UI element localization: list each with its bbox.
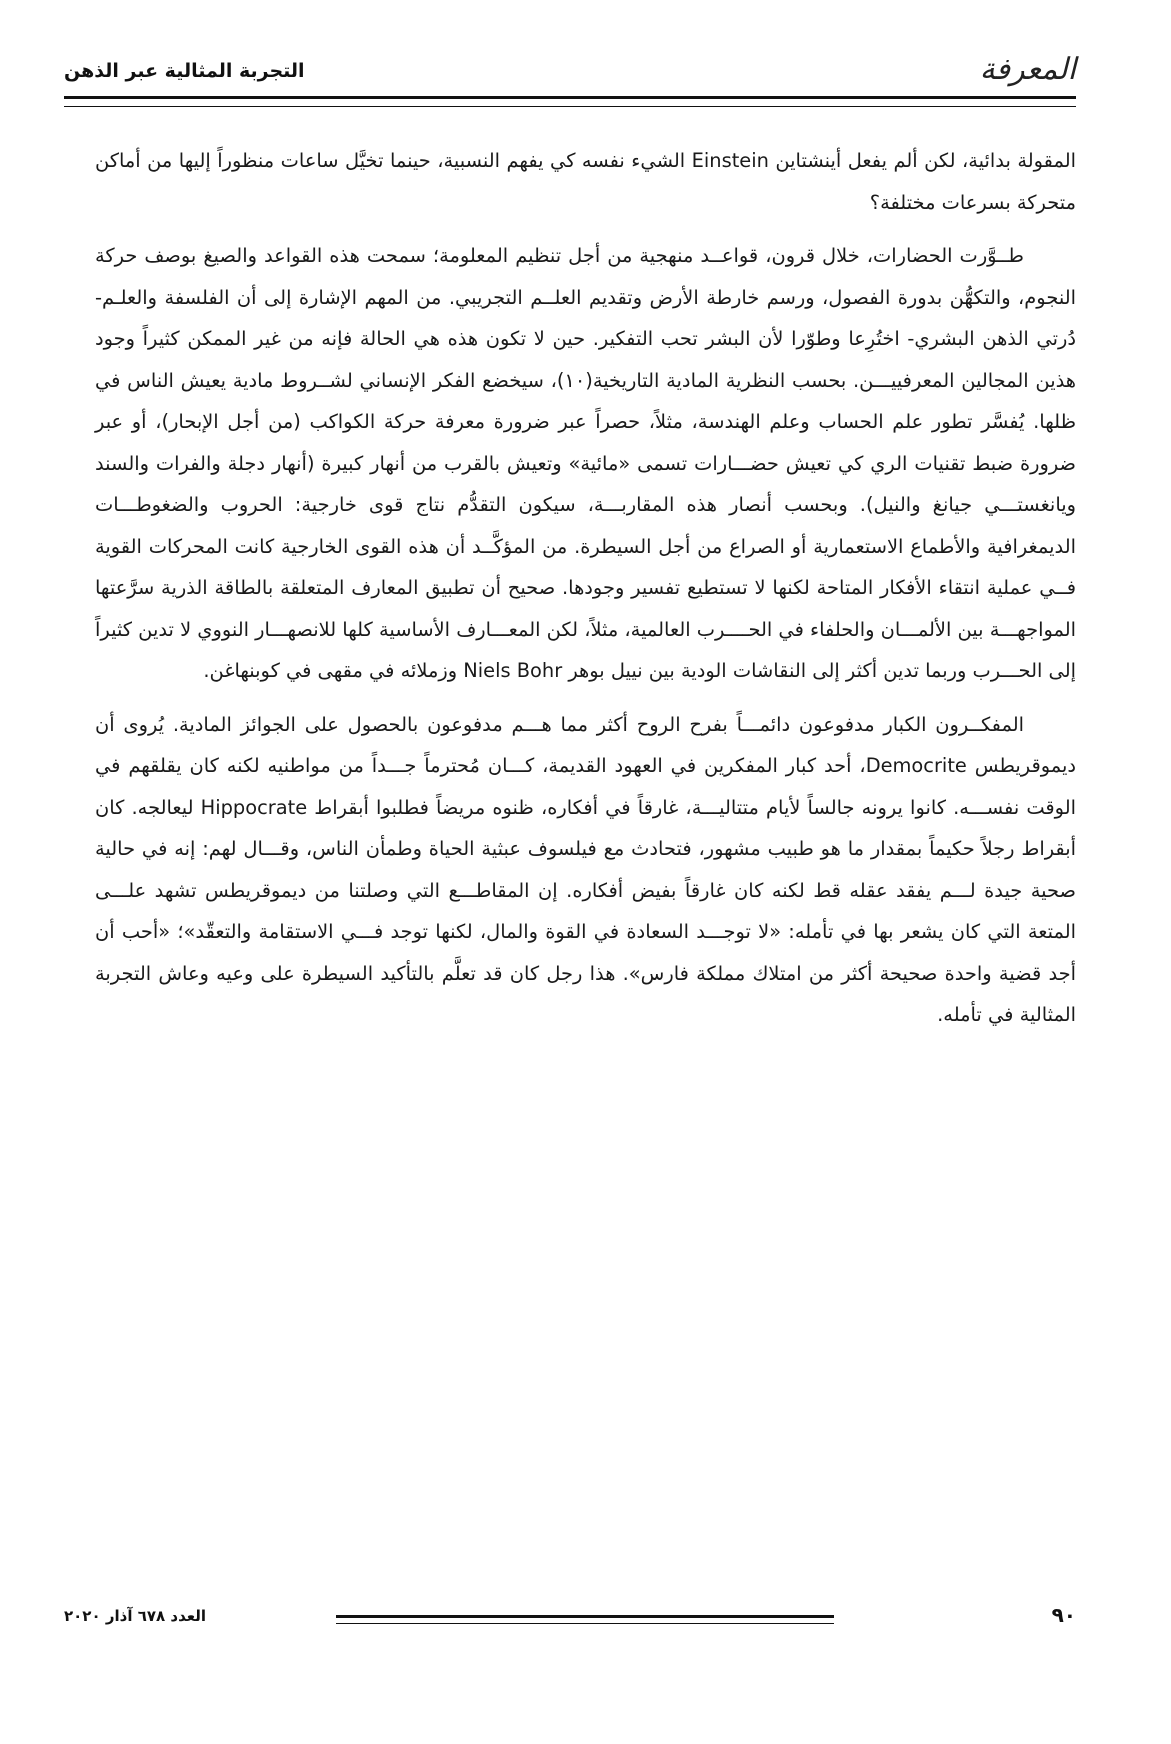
page-number: ٩٠	[1051, 1603, 1076, 1627]
article-body	[95, 140, 1076, 1048]
paragraph-2: طــوَّرت الحضارات، خلال قرون، قواعــد منهجية من أجل تنظيم المعلومة؛ سمحت هذه القواعد والصيغ بوصف حركة النجوم، والتكهُّن بدورة الفصول، ورسم خارطة الأرض وتقديم العلــم التجريبي. من المهم الإشارة إلى أن الفلسفة والعلـم- دُرتي الذهن البشري- اختُرِعا وطوّرا لأن البشر تحب التفكير. حين لا تكون هذه هي الحالة فإنه من غير الممكن كثيراً وجود هذين المجالين المعرفييـــن. بحسب النظرية المادية التاريخية(١٠)، سيخضع الفكر الإنساني لشــروط مادية يعيش الناس في ظلها. يُفسَّر تطور علم الحساب وعلم الهندسة، مثلاً، حصراً عبر ضرورة معرفة حركة الكواكب (من أجل الإبحار)، أو عبر ضرورة ضبط تقنيات الري كي تعيش حضـــارات تسمى «مائية» وتعيش بالقرب من أنهار كبيرة (أنهار دجلة والفرات والسند ويانغستـــي جيانغ والنيل). وبحسب أنصار هذه المقاربـــة، سيكون التقدُّم نتاج قوى خارجية: الحروب والضغوطـــات الديمغرافية والأطماع الاستعمارية أو الصراع من أجل السيطرة. من المؤكَّــد أن هذه القوى الخارجية كانت المحركات القوية فــي عملية انتقاء الأفكار المتاحة لكنها لا تستطيع تفسير وجودها. صحيح أن تطبيق المعارف المتعلقة بالطاقة الذرية سرَّعتها المواجهـــة بين الألمـــان والحلفاء في الحــــرب العالمية، مثلاً، لكن المعـــارف الأساسية كلها للانصهـــار النووي لا تدين كثيراً إلى الحـــرب وربما تدين أكثر إلى النقاشات الودية بين نييل بوهر Niels Bohr وزملائه في مقهى في كوبنهاغن.	[95, 244, 1076, 682]
page-footer	[64, 1605, 1076, 1635]
issue-info: العدد ٦٧٨ آذار ٢٠٢٠	[64, 1607, 206, 1625]
paragraph-1: المقولة بدائية، لكن ألم يفعل أينشتاين Einstein الشيء نفسه كي يفهم النسبية، حينما تخيَّل ساعات منظوراً إليها من أماكن متحركة بسرعات مختلفة؟	[95, 149, 1076, 214]
magazine-logo: المعرفة	[979, 52, 1076, 87]
running-title: التجربة المثالية عبر الذهن	[64, 60, 305, 82]
footer-divider	[336, 1615, 834, 1624]
page-header	[64, 40, 1076, 100]
paragraph-3: المفكــرون الكبار مدفوعون دائمـــاً بفرح الروح أكثر مما هـــم مدفوعون بالحصول على الجوائز المادية. يُروى أن ديموقريطس Democrite، أحد كبار المفكرين في العهود القديمة، كـــان مُحترماً جـــداً من مواطنيه لكنه كان يقلقهم في الوقت نفســـه. كانوا يرونه جالساً لأيام متتاليـــة، غارقاً في أفكاره، ظنوه مريضاً فطلبوا أبقراط Hippocrate ليعالجه. كان أبقراط رجلاً حكيماً بمقدار ما هو طبيب مشهور، فتحادث مع فيلسوف عبثية الحياة وطمأن الناس، وقـــال لهم: إنه في حالية صحية جيدة لـــم يفقد عقله قط لكنه كان غارقاً بفيض أفكاره. إن المقاطـــع التي وصلتنا من ديموقريطس تشهد علـــى المتعة التي كان يشعر بها في تأمله: «لا توجـــد السعادة في القوة والمال، لكنها توجد فـــي الاستقامة والتعقّد»؛ «أحب أن أجد قضية واحدة صحيحة أكثر من امتلاك مملكة فارس». هذا رجل كان قد تعلَّم بالتأكيد السيطرة على وعيه وعاش التجربة المثالية في تأمله.	[95, 712, 1076, 1026]
header-divider	[64, 96, 1076, 107]
